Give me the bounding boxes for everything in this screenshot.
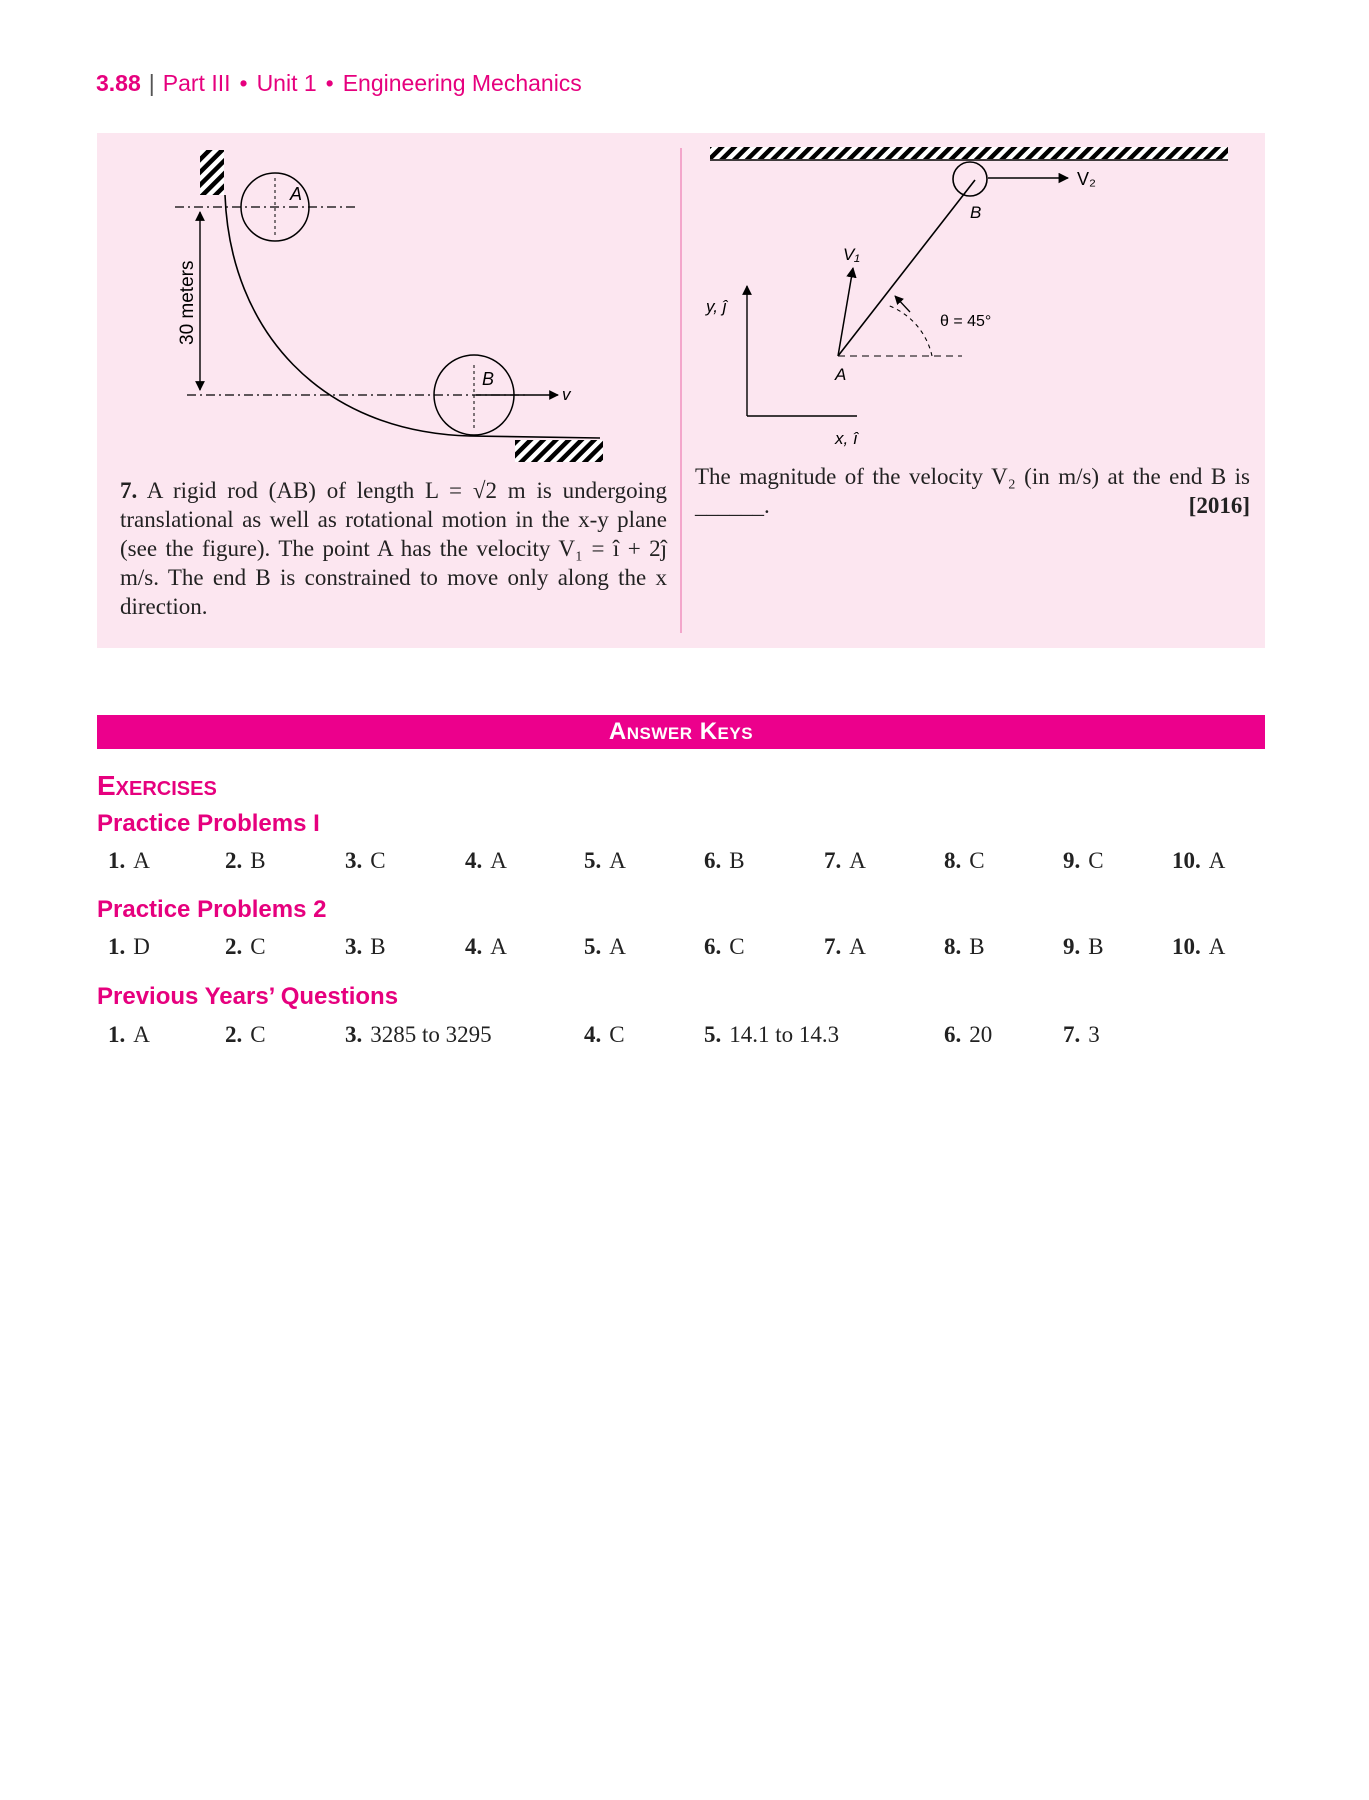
answer-item: 6. 20 xyxy=(944,1022,993,1047)
answer-item: 4. A xyxy=(465,848,507,873)
answer-item: 2. C xyxy=(225,1022,266,1047)
answer-item: 8. B xyxy=(944,934,985,959)
answer-row xyxy=(108,848,1268,878)
answer-row xyxy=(108,934,1268,964)
label-b: B xyxy=(482,369,495,389)
label-a-right: A xyxy=(835,365,847,384)
answer-item: 7. A xyxy=(824,934,866,959)
header-bullet: • xyxy=(325,70,334,96)
answer-item: 9. C xyxy=(1063,848,1104,873)
answer-keys-banner xyxy=(97,715,1265,749)
question-ask: The magnitude of the velocity V₂ (in m/s) at the end B is ______. xyxy=(695,464,1250,518)
answer-item: 2. B xyxy=(225,848,266,873)
answer-item: 3. 3285 to 3295 xyxy=(345,1022,492,1047)
group-title-practice-2: Practice Problems 2 xyxy=(97,896,327,923)
answer-item: 9. B xyxy=(1063,934,1104,959)
header-unit: Unit 1 xyxy=(256,70,317,96)
answer-item: 1. A xyxy=(108,848,150,873)
header-subject: Engineering Mechanics xyxy=(342,70,582,96)
question-text xyxy=(120,476,667,621)
label-x-axis: x, î xyxy=(835,429,858,448)
slider-b xyxy=(953,162,987,196)
v1-arrow xyxy=(838,268,853,356)
question-year: [2016] xyxy=(1188,493,1250,518)
question-text-continued xyxy=(695,462,1250,520)
angle-arc xyxy=(887,305,932,356)
answer-item: 1. D xyxy=(108,934,150,959)
answer-item: 5. A xyxy=(584,934,626,959)
exercises-heading: Exercises xyxy=(97,770,217,801)
answer-item: 5. A xyxy=(584,848,626,873)
label-y-axis: y, ĵ xyxy=(706,297,727,316)
header-bullet: • xyxy=(239,70,248,96)
curved-track xyxy=(225,195,600,438)
answer-keys-title: Answer Keys xyxy=(608,718,754,745)
answer-item: 3. C xyxy=(345,848,386,873)
floor-hatch xyxy=(515,440,603,462)
answer-item: 6. C xyxy=(704,934,745,959)
rigid-rod-figure xyxy=(705,147,1228,448)
answer-item: 3. B xyxy=(345,934,386,959)
label-v: v xyxy=(562,385,571,404)
header-part: Part III xyxy=(162,70,231,96)
group-title-practice-1: Practice Problems I xyxy=(97,810,320,837)
question-body: A rigid rod (AB) of length L = √2 m is undergoing translational as well as rotational motion in the x-y plane (see the figure). The point A has the velocity V₁ = î + 2ĵ m/s. The end B is constrained to move only along the x direction. xyxy=(120,478,667,619)
label-v2: V₂ xyxy=(1077,169,1096,189)
answer-item: 1. A xyxy=(108,1022,150,1047)
height-label: 30 meters xyxy=(177,260,198,345)
answer-item: 7. A xyxy=(824,848,866,873)
answer-item: 8. C xyxy=(944,848,985,873)
answer-item: 10. A xyxy=(1172,934,1226,959)
page-number: 3.88 xyxy=(96,70,141,96)
label-theta: θ = 45° xyxy=(940,313,992,330)
wall-hatch xyxy=(200,150,224,195)
header-separator: | xyxy=(148,70,155,96)
answer-item: 6. B xyxy=(704,848,745,873)
group-title-previous-years: Previous Years’ Questions xyxy=(97,983,399,1010)
answer-item: 5. 14.1 to 14.3 xyxy=(704,1022,840,1047)
answer-item: 2. C xyxy=(225,934,266,959)
answer-item: 7. 3 xyxy=(1063,1022,1100,1047)
loop-track-figure xyxy=(175,150,603,462)
ceiling-hatch xyxy=(710,147,1228,159)
label-a: A xyxy=(290,184,303,204)
label-v1: V₁ xyxy=(843,245,860,264)
answer-item: 4. C xyxy=(584,1022,625,1047)
question-number: 7. xyxy=(120,478,138,503)
answer-row xyxy=(108,1022,1268,1052)
answer-item: 10. A xyxy=(1172,848,1226,873)
label-b-right: B xyxy=(970,203,982,222)
answer-item: 4. A xyxy=(465,934,507,959)
